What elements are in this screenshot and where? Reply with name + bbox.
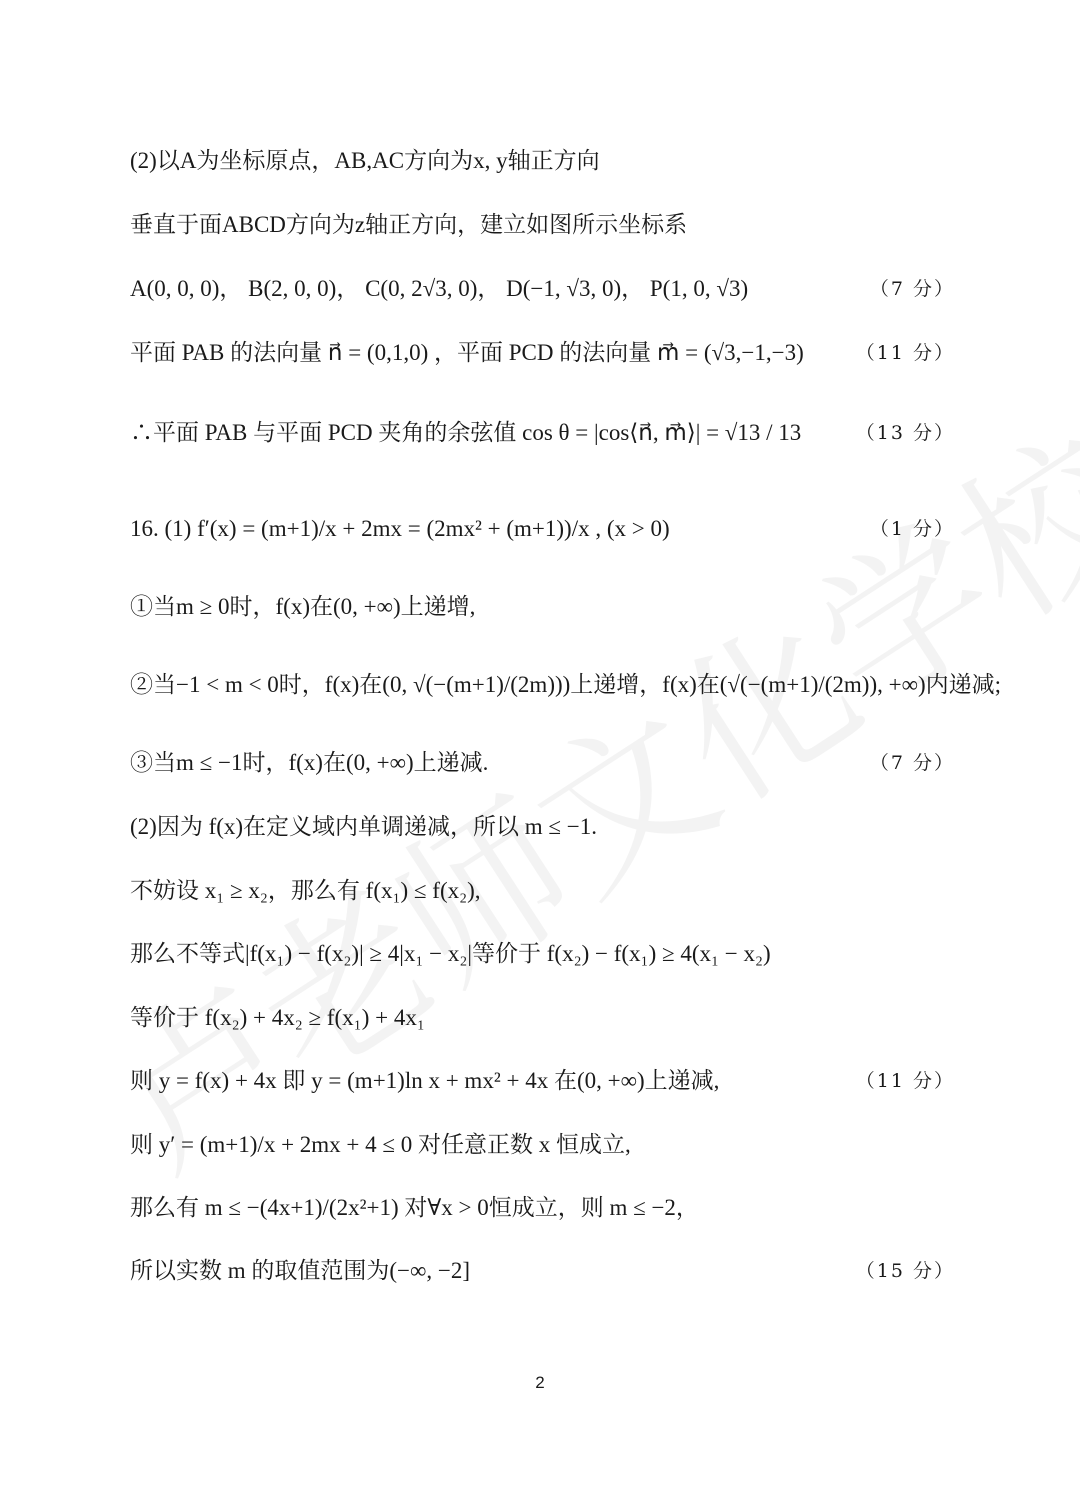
line-text: 则 y = f(x) + 4x 即 y = (m+1)ln x + mx² + 4x 在(0, +∞)上递减, [130, 1068, 720, 1093]
line-text: 所以实数 m 的取值范围为(−∞, −2] [130, 1258, 471, 1283]
text-line [130, 1256, 955, 1286]
line-text: 则 y′ = (m+1)/x + 2mx + 4 ≤ 0 对任意正数 x 恒成立, [130, 1132, 631, 1157]
text-line [130, 812, 950, 842]
line-text: 平面 PAB 的法向量 n⃗ = (0,1,0) ，平面 PCD 的法向量 m⃗ = (√3,−1,−3) [130, 340, 804, 365]
line-text: 16. (1) f′(x) = (m+1)/x + 2mx = (2mx² + (m+1))/x , (x > 0) [130, 516, 670, 541]
text-line [130, 1193, 950, 1223]
line-text: 那么有 m ≤ −(4x+1)/(2x²+1) 对∀x > 0恒成立，则 m ≤ −2， [130, 1195, 699, 1220]
text-line [130, 1130, 950, 1160]
line-text: ③当m ≤ −1时，f(x)在(0, +∞)上递减. [130, 750, 489, 775]
line-text: (2)以A为坐标原点，AB,AC方向为x, y轴正方向 [130, 148, 600, 173]
line-text: 那么不等式|f(x₁) − f(x₂)| ≥ 4|x₁ − x₂|等价于 f(x₂) − f(x₁) ≥ 4(x₁ − x₂) [130, 941, 771, 966]
text-line [130, 1003, 950, 1033]
line-text: ①当m ≥ 0时，f(x)在(0, +∞)上递增, [130, 594, 476, 619]
line-text: 垂直于面ABCD方向为z轴正方向，建立如图所示坐标系 [130, 212, 688, 237]
score-label: （13 分） [855, 422, 955, 444]
line-text: ②当−1 < m < 0时，f(x)在(0, √(−(m+1)/(2m)))上递增，f(x)在(√(−(m+1)/(2m)), +∞)内递减; [130, 672, 1002, 697]
text-line [130, 939, 950, 969]
text-line [130, 670, 1002, 700]
text-line [130, 514, 955, 544]
text-line [130, 274, 955, 304]
page-number: 2 [535, 1373, 545, 1392]
text-line [130, 876, 950, 906]
score-label: （11 分） [855, 342, 955, 364]
text-line [130, 748, 955, 778]
line-text: (2)因为 f(x)在定义域内单调递减，所以 m ≤ −1. [130, 814, 598, 839]
score-label: （1 分） [869, 518, 955, 540]
text-line [130, 418, 955, 448]
text-line [130, 210, 950, 240]
text-line [130, 1066, 955, 1096]
text-line [130, 146, 950, 176]
line-text: A(0, 0, 0)， B(2, 0, 0)， C(0, 2√3, 0)， D(−1, √3, 0)， P(1, 0, √3) [130, 276, 749, 301]
score-label: （7 分） [869, 278, 955, 300]
line-text: 等价于 f(x₂) + 4x₂ ≥ f(x₁) + 4x₁ [130, 1005, 425, 1030]
line-text: ∴平面 PAB 与平面 PCD 夹角的余弦值 cos θ = |cos⟨n⃗, m⃗⟩| = √13 / 13 [130, 420, 802, 445]
score-label: （7 分） [869, 752, 955, 774]
score-label: （11 分） [855, 1070, 955, 1092]
text-line [130, 338, 955, 368]
score-label: （15 分） [855, 1260, 955, 1282]
text-line [130, 592, 950, 622]
line-text: 不妨设 x₁ ≥ x₂，那么有 f(x₁) ≤ f(x₂), [130, 878, 481, 903]
